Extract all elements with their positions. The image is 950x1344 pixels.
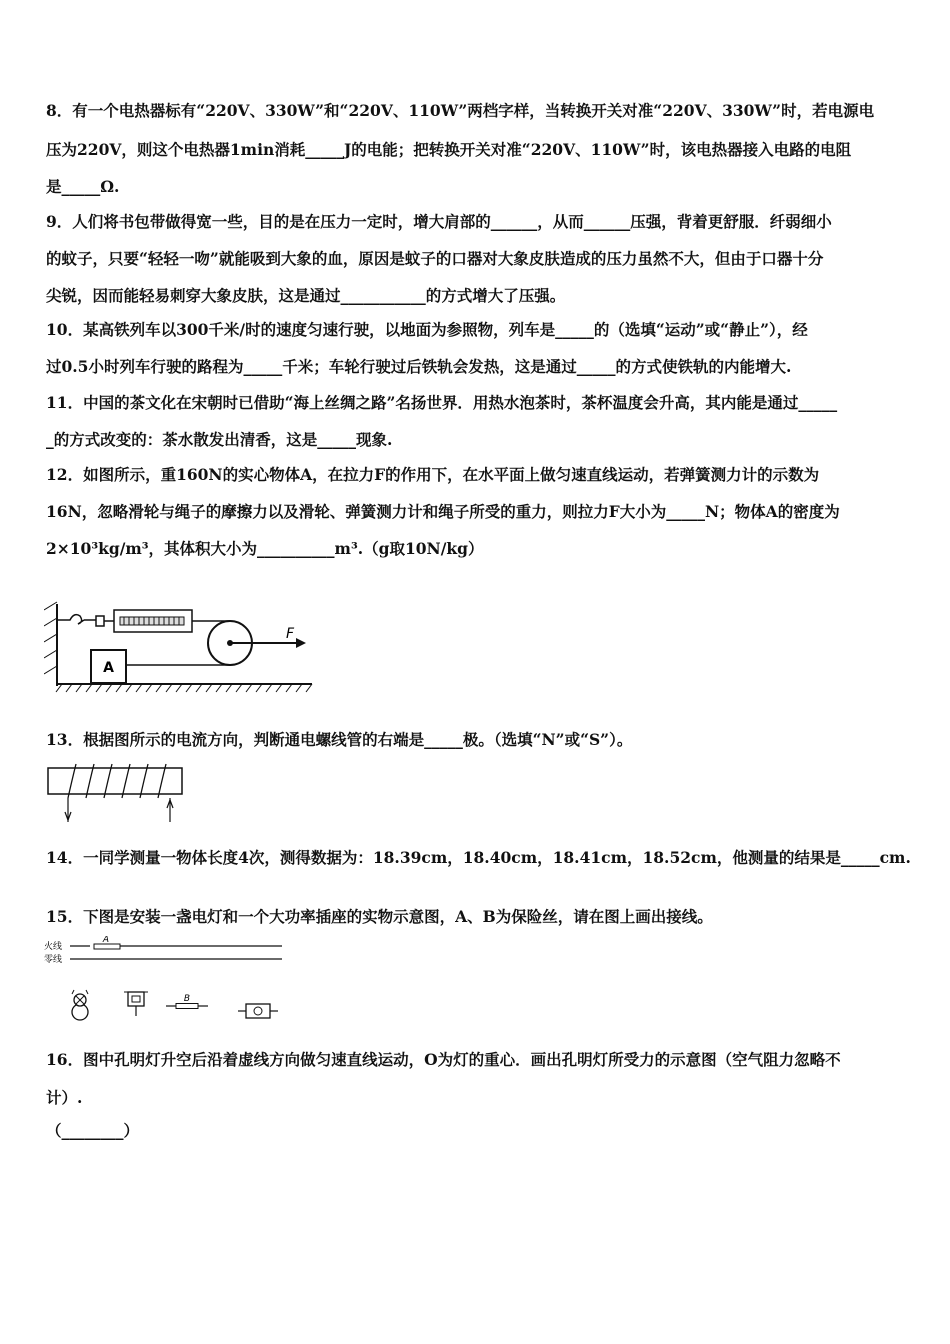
wires-diagram <box>44 936 284 966</box>
q10-line1: 10．某高铁列车以300千米/时的速度匀速行驶，以地面为参照物，列车是_____的（选填“运动”或“静止”），经 <box>46 320 808 339</box>
q14-line1: 14．一同学测量一物体长度4次，测得数据为：18.39cm，18.40cm，18.41cm，18.52cm，他测量的结果是_____cm. <box>46 848 911 867</box>
q12-line2: 16N，忽略滑轮与绳子的摩擦力以及滑轮、弹簧测力计和绳子所受的重力，则拉力F大小为_____N；物体A的密度为 <box>46 502 840 521</box>
q16-line1: 16．图中孔明灯升空后沿着虚线方向做匀速直线运动，O为灯的重心．画出孔明灯所受力的示意图（空气阻力忽略不 <box>46 1050 841 1069</box>
q13-solenoid-figure <box>46 762 188 826</box>
q12-line3: 2×10³kg/m³，其体积大小为__________m³.（g取10N/kg） <box>46 539 484 558</box>
pulley-diagram <box>44 598 314 694</box>
q15-wiring-figure <box>44 936 284 966</box>
q11-line1: 11．中国的茶文化在宋朝时已借助“海上丝绸之路”名扬世界．用热水泡茶时，茶杯温度会升高，其内能是通过_____ <box>46 393 838 412</box>
q12-line1: 12．如图所示，重160N的实心物体A，在拉力F的作用下，在水平面上做匀速直线运动，若弹簧测力计的示数为 <box>46 465 820 484</box>
fuse-b <box>166 1004 208 1009</box>
q10-line2: 过0.5小时列车行驶的路程为_____千米；车轮行驶过后铁轨会发热，这是通过_____的方式使铁轨的内能增大. <box>46 357 792 376</box>
neutral-wire-label: 零线 <box>44 955 63 965</box>
q11-line2: _的方式改变的：茶水散发出清香，这是_____现象. <box>46 430 393 449</box>
q8-line1: 8．有一个电热器标有“220V、330W”和“220V、110W”两档字样，当转换开关对准“220V、330W”时，若电源电 <box>46 101 875 120</box>
q16-answer-blank: （________） <box>46 1121 140 1140</box>
lamp-icon <box>72 990 88 1020</box>
q8-line2: 压为220V，则这个电热器1min消耗_____J的电能；把转换开关对准“220V、110W”时，该电热器接入电路的电阻 <box>46 140 852 159</box>
socket-icon <box>238 1004 278 1018</box>
q13-line1: 13．根据图所示的电流方向，判断通电螺线管的右端是_____极。（选填“N”或“S”）。 <box>46 730 633 749</box>
q8-line3: 是_____Ω. <box>46 177 120 196</box>
block-a-label: A <box>103 660 114 676</box>
q15-components <box>62 986 282 1024</box>
fuse-a-label: A <box>102 936 110 945</box>
q12-pulley-figure <box>44 598 314 694</box>
live-wire-label: 火线 <box>44 942 63 952</box>
q9-line1: 9．人们将书包带做得宽一些，目的是在压力一定时，增大肩部的______，从而______压强，背着更舒服．纤弱细小 <box>46 212 832 231</box>
solenoid-diagram <box>46 762 188 826</box>
fuse-b-label: B <box>183 994 191 1004</box>
q9-line2: 的蚊子，只要“轻轻一吻”就能吸到大象的血，原因是蚊子的口器对大象皮肤造成的压力虽然不大，但由于口器十分 <box>46 249 824 268</box>
components-diagram <box>62 986 282 1024</box>
q15-line1: 15．下图是安装一盏电灯和一个大功率插座的实物示意图，A、B为保险丝，请在图上画出接线。 <box>46 907 713 926</box>
q16-line2: 计）. <box>46 1088 83 1107</box>
hook <box>57 615 84 624</box>
force-label: F <box>286 626 295 642</box>
switch-icon <box>124 992 148 1016</box>
q9-line3: 尖锐，因而能轻易刺穿大象皮肤，这是通过___________的方式增大了压强。 <box>46 286 566 305</box>
